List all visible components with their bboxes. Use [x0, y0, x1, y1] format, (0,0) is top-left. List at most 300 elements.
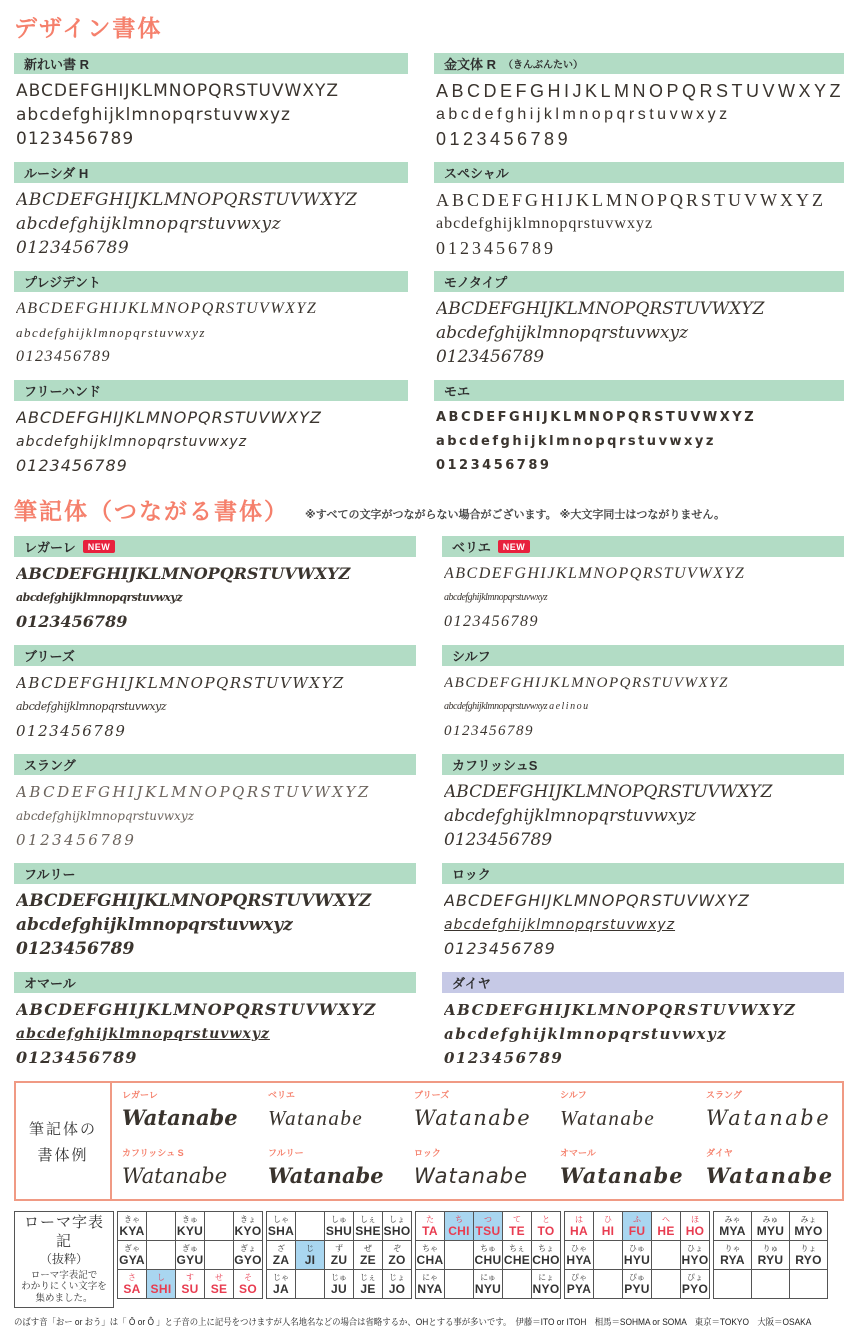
sample-lowercase: abcdefghijklmnopqrstuvwxyz: [16, 915, 293, 935]
romaji-cell: [383, 1212, 411, 1240]
romaji-cell: [623, 1212, 651, 1240]
sample-uppercase: ABCDEFGHIJKLMNOPQRSTUVWXYZ: [16, 783, 371, 801]
font-card-header: [14, 645, 416, 666]
romaji-cell: [234, 1212, 262, 1240]
sample-digits: 0123456789: [16, 722, 127, 740]
kana-label: さ: [128, 1272, 136, 1282]
font-sample: [14, 183, 408, 259]
kana-label: ぴょ: [687, 1272, 703, 1282]
kana-label: ぎょ: [240, 1243, 256, 1253]
example-font-name: シルフ: [560, 1090, 587, 1100]
font-name: ロック: [452, 867, 491, 882]
romaji-block: [266, 1211, 412, 1299]
script-font-grid: [14, 536, 844, 1069]
script-example: [112, 1083, 258, 1141]
romaji-label: SHU: [325, 1223, 353, 1238]
kana-label: しゃ: [273, 1214, 289, 1224]
sample-lowercase: abcdefghijklmnopqrstuvwxyz: [444, 806, 697, 826]
romaji-table-label: [14, 1211, 114, 1308]
font-card: [14, 162, 408, 259]
romaji-label: CHI: [448, 1223, 470, 1238]
font-sample: [434, 401, 844, 477]
romaji-cell: [474, 1212, 502, 1240]
script-example: [112, 1141, 258, 1199]
romaji-cell: [267, 1270, 295, 1298]
romaji-cell: [267, 1241, 295, 1269]
kana-label: ぎゅ: [182, 1243, 198, 1253]
sample-digits: 0123456789: [444, 939, 556, 958]
romaji-label: NYO: [532, 1281, 560, 1296]
sample-uppercase: ABCDEFGHIJKLMNOPQRSTUVWXYZ: [16, 190, 358, 210]
romaji-block: [564, 1211, 710, 1299]
romaji-subtitle-line: ローマ字表記で: [30, 1269, 98, 1281]
romaji-cell: [503, 1270, 531, 1298]
example-sample-text: Watanabe: [122, 1105, 238, 1130]
kana-label: て: [513, 1214, 521, 1224]
romaji-label: ZO: [388, 1252, 406, 1267]
romaji-cell: [623, 1270, 651, 1298]
romaji-label: GYU: [176, 1252, 204, 1267]
romaji-cell: [714, 1212, 751, 1240]
font-name: スペシャル: [443, 166, 509, 181]
kana-label: ちょ: [538, 1243, 554, 1253]
font-card: [442, 754, 844, 851]
romaji-label: RYA: [720, 1252, 745, 1267]
font-name: ダイヤ: [452, 976, 491, 991]
kana-label: にょ: [538, 1272, 554, 1282]
kana-label: じゅ: [331, 1272, 347, 1282]
font-card-header: [14, 536, 416, 557]
romaji-title: ローマ字表記: [23, 1214, 104, 1250]
romaji-label: SHE: [355, 1223, 381, 1238]
kana-label: きゅ: [182, 1214, 198, 1224]
romaji-cell: [681, 1241, 709, 1269]
design-fonts-section: [14, 10, 844, 477]
kana-label: ひょ: [687, 1243, 703, 1253]
sample-digits: 0123456789: [16, 129, 135, 149]
romaji-label: TE: [509, 1223, 525, 1238]
sample-lowercase: abcdefghijklmnopqrstuvwxyz: [16, 1026, 270, 1042]
example-font-name: フルリー: [268, 1148, 304, 1158]
romaji-label: JO: [388, 1281, 406, 1296]
kana-label: ぴゅ: [629, 1272, 645, 1282]
kana-label: ちゅ: [480, 1243, 496, 1253]
sample-uppercase: ABCDEFGHIJKLMNOPQRSTUVWXYZ: [444, 782, 773, 802]
romaji-subtitle-line: 集めました。: [35, 1293, 93, 1305]
romaji-cell: [296, 1270, 324, 1298]
script-example: [550, 1141, 696, 1199]
romaji-label: MYA: [719, 1223, 746, 1238]
kana-label: みゅ: [762, 1214, 779, 1224]
kana-label: た: [426, 1214, 434, 1224]
romaji-cell: [565, 1212, 593, 1240]
kana-label: りょ: [800, 1243, 817, 1253]
romaji-cell: [532, 1212, 560, 1240]
sample-digits: 0123456789: [16, 238, 130, 258]
romaji-cell: [118, 1212, 146, 1240]
romaji-label: KYU: [176, 1223, 204, 1238]
font-card-header: [434, 271, 844, 292]
font-card-header: [14, 53, 408, 74]
sample-digits: 0123456789: [435, 129, 572, 149]
example-sample-text: Watanabe: [268, 1163, 384, 1188]
font-card: [434, 162, 844, 259]
new-badge: NEW: [498, 540, 531, 553]
sample-digits: 0123456789: [435, 238, 556, 258]
romaji-label: TA: [422, 1223, 438, 1238]
romaji-cell: [503, 1212, 531, 1240]
sample-uppercase: ABCDEFGHIJKLMNOPQRSTUVWXYZ: [16, 408, 322, 427]
romaji-label: RYO: [795, 1252, 822, 1267]
font-card: [14, 53, 408, 150]
kana-label: ほ: [691, 1214, 699, 1224]
examples-grid: [112, 1083, 842, 1199]
sample-uppercase: ABCDEFGHIJKLMNOPQRSTUVWXYZ: [16, 300, 318, 317]
romaji-cell: [325, 1270, 353, 1298]
romaji-cell: [474, 1241, 502, 1269]
sample-uppercase: ABCDEFGHIJKLMNOPQRSTUVWXYZ: [444, 675, 729, 691]
romaji-label: HE: [657, 1223, 675, 1238]
font-sample: [14, 557, 416, 633]
font-name: レガーレ: [24, 540, 76, 555]
kana-label: し: [157, 1272, 165, 1282]
kana-label: じゃ: [273, 1272, 289, 1282]
example-sample-text: Watanabe: [268, 1106, 364, 1130]
example-font-name: オマール: [560, 1148, 596, 1158]
font-sample: [442, 666, 844, 742]
romaji-subtitle-line: わかりにくい文字を: [21, 1281, 107, 1293]
font-card-header: [14, 162, 408, 183]
sample-lowercase: abcdefghijklmnopqrstuvwxyz: [444, 917, 676, 933]
kana-label: にゃ: [422, 1272, 438, 1282]
example-sample-text: Watanabe: [560, 1163, 684, 1188]
sample-uppercase: ABCDEFGHIJKLMNOPQRSTUVWXYZ: [435, 299, 765, 319]
font-card: [14, 972, 416, 1069]
romaji-label: CHA: [416, 1252, 444, 1267]
sample-digits: 0123456789: [16, 1048, 138, 1067]
font-sample: [442, 557, 844, 633]
sample-digits: 0123456789: [444, 613, 539, 630]
example-font-name: スラング: [706, 1090, 742, 1100]
example-font-name: ベリエ: [268, 1090, 295, 1100]
font-card-header: [14, 972, 416, 993]
romaji-cell: [594, 1270, 622, 1298]
kana-label: しょ: [389, 1214, 405, 1224]
romaji-cell: [752, 1212, 789, 1240]
kana-label: みょ: [800, 1214, 817, 1224]
romaji-cell: [147, 1212, 175, 1240]
romaji-cell: [594, 1241, 622, 1269]
romaji-label: KYA: [119, 1223, 145, 1238]
kana-label: きょ: [240, 1214, 256, 1224]
romaji-label: MYU: [756, 1223, 785, 1238]
example-font-name: レガーレ: [122, 1090, 158, 1100]
kana-label: へ: [662, 1214, 670, 1224]
kana-label: にゅ: [480, 1272, 496, 1282]
romaji-cell: [325, 1212, 353, 1240]
kana-label: しぇ: [360, 1214, 376, 1224]
font-card: [434, 271, 844, 368]
kana-label: じぇ: [360, 1272, 376, 1282]
script-example: [404, 1141, 550, 1199]
font-card: [14, 645, 416, 742]
font-card: [434, 53, 844, 150]
sample-lowercase: abcdefghijklmnopqrstuvwxyz: [435, 215, 654, 232]
romaji-label: ZE: [360, 1252, 376, 1267]
script-example: [258, 1083, 404, 1141]
romaji-label: HYU: [623, 1252, 651, 1267]
romaji-label: FU: [628, 1223, 646, 1238]
sample-lowercase: abcdefghijklmnopqrstuvwxyz a e l i n o u: [444, 701, 588, 712]
romaji-label: JI: [304, 1252, 316, 1267]
font-name: モエ: [443, 384, 470, 399]
script-section-header: [14, 493, 844, 526]
font-card: [14, 754, 416, 851]
font-name-reading: （きんぶんたい）: [502, 60, 583, 71]
sample-digits: 0123456789: [16, 348, 111, 365]
font-name: ルーシダ H: [24, 166, 89, 181]
example-font-name: ダイヤ: [706, 1148, 733, 1158]
romaji-cell: [147, 1241, 175, 1269]
romaji-label: GYO: [234, 1252, 262, 1267]
romaji-cell: [790, 1241, 827, 1269]
romaji-cell: [118, 1270, 146, 1298]
font-card: [434, 380, 844, 477]
sample-lowercase: abcdefghijklmnopqrstuvwxyz: [16, 809, 194, 823]
font-sample: [14, 993, 416, 1069]
font-name: フリーハンド: [24, 384, 101, 399]
sample-lowercase: abcdefghijklmnopqrstuvwxyz: [16, 105, 291, 125]
example-sample-text: Watanabe: [706, 1163, 834, 1188]
romaji-title-sub: （抜粋）: [39, 1251, 88, 1266]
sample-lowercase: abcdefghijklmnopqrstuvwxyz: [444, 592, 548, 603]
sample-lowercase: abcdefghijklmnopqrstuvwxyz: [435, 106, 731, 123]
font-name: ベリエ: [452, 540, 491, 555]
kana-label: と: [542, 1214, 550, 1224]
font-name: ブリーズ: [24, 649, 75, 664]
kana-label: ふ: [633, 1214, 641, 1224]
kana-label: ひゃ: [571, 1243, 587, 1253]
romaji-cell: [354, 1270, 382, 1298]
romaji-cell: [652, 1270, 680, 1298]
romaji-cell: [752, 1241, 789, 1269]
font-name: スラング: [24, 758, 76, 773]
font-name: フルリー: [24, 867, 76, 882]
kana-label: ぴゃ: [571, 1272, 587, 1282]
font-card: [442, 972, 844, 1069]
romaji-cell: [118, 1241, 146, 1269]
romaji-cell: [474, 1270, 502, 1298]
romaji-label: NYU: [474, 1281, 502, 1296]
font-sample: [14, 666, 416, 742]
romaji-label: JA: [273, 1281, 289, 1296]
romaji-label: SA: [123, 1281, 141, 1296]
font-name: カフリッシュS: [452, 758, 538, 773]
example-sample-text: Watanabe: [414, 1106, 532, 1130]
romaji-label: ZA: [272, 1252, 290, 1267]
font-name: プレジデント: [24, 275, 101, 290]
sample-digits: 0123456789: [444, 723, 534, 739]
example-sample-text: Watanabe: [122, 1164, 228, 1188]
romaji-cell: [752, 1270, 789, 1298]
romaji-cell: [147, 1270, 175, 1298]
font-card-header: [434, 380, 844, 401]
kana-label: つ: [484, 1214, 492, 1224]
new-badge: NEW: [83, 540, 116, 553]
romaji-block: [117, 1211, 263, 1299]
script-example: [404, 1083, 550, 1141]
romaji-label: JE: [360, 1281, 376, 1296]
example-font-name: ロック: [414, 1148, 441, 1158]
kana-label: しゅ: [331, 1214, 347, 1224]
font-sample: [14, 401, 408, 477]
romaji-label: JU: [331, 1281, 347, 1296]
romaji-cell: [416, 1241, 444, 1269]
romaji-cell: [176, 1212, 204, 1240]
sample-lowercase: abcdefghijklmnopqrstuvwxyz: [16, 591, 183, 604]
romaji-cell: [714, 1241, 751, 1269]
font-sample: [434, 183, 844, 259]
romaji-label: TSU: [475, 1223, 501, 1238]
font-card-header: [442, 645, 844, 666]
romaji-label: SHA: [267, 1223, 295, 1238]
font-sample: [14, 292, 408, 368]
romaji-label: HA: [570, 1223, 588, 1238]
sample-uppercase: ABCDEFGHIJKLMNOPQRSTUVWXYZ: [16, 1000, 377, 1019]
example-sample-text: Watanabe: [560, 1106, 656, 1130]
romaji-cell: [565, 1270, 593, 1298]
font-card: [442, 536, 844, 633]
example-sample-text: Watanabe: [414, 1164, 529, 1188]
sample-uppercase: ABCDEFGHIJKLMNOPQRSTUVWXYZ: [435, 190, 826, 210]
sample-uppercase: ABCDEFGHIJKLMNOPQRSTUVWXYZ: [444, 565, 746, 582]
romaji-cell: [205, 1270, 233, 1298]
romaji-table: [14, 1211, 844, 1308]
font-card-header: [442, 972, 844, 993]
font-card: [442, 645, 844, 742]
sample-digits: 0123456789: [16, 456, 128, 475]
romaji-label: TO: [537, 1223, 555, 1238]
romaji-cell: [234, 1270, 262, 1298]
romaji-cell: [445, 1241, 473, 1269]
kana-label: じょ: [389, 1272, 405, 1282]
romaji-label: SE: [210, 1281, 228, 1296]
romaji-cell: [503, 1241, 531, 1269]
script-example: [696, 1083, 842, 1141]
romaji-label: SHI: [150, 1281, 172, 1296]
romaji-label: NYA: [417, 1281, 443, 1296]
kana-label: りゅ: [762, 1243, 779, 1253]
font-sample: [434, 74, 844, 150]
kana-label: ぞ: [393, 1243, 401, 1253]
script-examples-box: [14, 1081, 844, 1201]
romaji-label: RYU: [757, 1252, 784, 1267]
kana-label: ち: [455, 1214, 463, 1224]
romaji-cell: [652, 1212, 680, 1240]
romaji-label: MYO: [794, 1223, 823, 1238]
romaji-label: HO: [685, 1223, 705, 1238]
footer-note: のばす音「おー or おう」は「 Ō or Ô 」と子音の上に記号をつけますが人名地名などの場合は省略するか、OHとする事が多いです。 伊藤＝ITO or ITOH 相馬＝SOHMA or SOMA 東京＝TOKYO 大阪＝OSAKA: [14, 1317, 812, 1328]
font-card-header: [434, 53, 844, 74]
kana-label: ぜ: [364, 1243, 372, 1253]
examples-label-line1: 筆記体の: [28, 1120, 97, 1138]
sample-lowercase: abcdefghijklmnopqrstuvwxyz: [435, 434, 716, 449]
font-sample: [442, 993, 844, 1069]
script-fonts-section: [14, 493, 844, 1069]
romaji-block: [415, 1211, 561, 1299]
sample-lowercase: abcdefghijklmnopqrstuvwxyz: [444, 1025, 728, 1043]
romaji-cell: [296, 1241, 324, 1269]
romaji-cell: [354, 1241, 382, 1269]
kana-label: ちゃ: [422, 1243, 438, 1253]
font-name: オマール: [24, 976, 76, 991]
sample-uppercase: ABCDEFGHIJKLMNOPQRSTUVWXYZ: [444, 1001, 797, 1019]
romaji-label: ZU: [330, 1252, 348, 1267]
example-font-name: ブリーズ: [414, 1090, 450, 1100]
romaji-label: CHO: [532, 1252, 560, 1267]
romaji-label: HYO: [681, 1252, 709, 1267]
romaji-cell: [383, 1270, 411, 1298]
romaji-cell: [445, 1212, 473, 1240]
sample-uppercase: ABCDEFGHIJKLMNOPQRSTUVWXYZ: [16, 891, 372, 911]
kana-label: りゃ: [724, 1243, 741, 1253]
font-card: [14, 380, 408, 477]
romaji-cell: [354, 1212, 382, 1240]
romaji-cell: [532, 1241, 560, 1269]
romaji-label: HI: [601, 1223, 615, 1238]
sample-uppercase: ABCDEFGHIJKLMNOPQRSTUVWXYZ: [444, 891, 750, 910]
font-card-header: [14, 380, 408, 401]
script-example: [550, 1083, 696, 1141]
font-sample: [442, 884, 844, 960]
font-sample: [14, 74, 408, 150]
kana-label: みゃ: [724, 1214, 741, 1224]
romaji-label: KYO: [234, 1223, 262, 1238]
font-card: [14, 536, 416, 633]
design-section-title: デザイン書体: [14, 16, 163, 42]
sample-digits: 0123456789: [435, 347, 545, 367]
font-name: モノタイプ: [443, 275, 508, 290]
romaji-label: PYU: [624, 1281, 650, 1296]
font-name: シルフ: [452, 649, 491, 664]
font-name: 新れい書 R: [24, 57, 90, 72]
romaji-label: PYO: [681, 1281, 709, 1296]
kana-label: きゃ: [124, 1214, 140, 1224]
kana-label: は: [575, 1214, 583, 1224]
romaji-cell: [205, 1212, 233, 1240]
romaji-cell: [234, 1241, 262, 1269]
kana-label: せ: [215, 1272, 223, 1282]
sample-digits: 0123456789: [16, 612, 128, 631]
sample-lowercase: abcdefghijklmnopqrstuvwxyz: [16, 700, 167, 713]
romaji-cell: [532, 1270, 560, 1298]
romaji-cell: [325, 1241, 353, 1269]
romaji-cell: [176, 1270, 204, 1298]
script-section-note: ※すべての文字がつながらない場合がございます。 ※大文字同士はつながりません。: [305, 509, 726, 521]
font-card-header: [14, 754, 416, 775]
kana-label: ぎゃ: [124, 1243, 140, 1253]
font-card-header: [442, 754, 844, 775]
romaji-cell: [416, 1212, 444, 1240]
sample-digits: 0123456789: [435, 458, 552, 473]
kana-label: ざ: [277, 1243, 285, 1253]
romaji-cell: [714, 1270, 751, 1298]
examples-box-label: [16, 1083, 112, 1199]
romaji-label: PYA: [566, 1281, 592, 1296]
sample-uppercase: ABCDEFGHIJKLMNOPQRSTUVWXYZ: [16, 564, 351, 583]
font-name: 金文体 R: [443, 57, 496, 72]
kana-label: じ: [306, 1243, 314, 1253]
